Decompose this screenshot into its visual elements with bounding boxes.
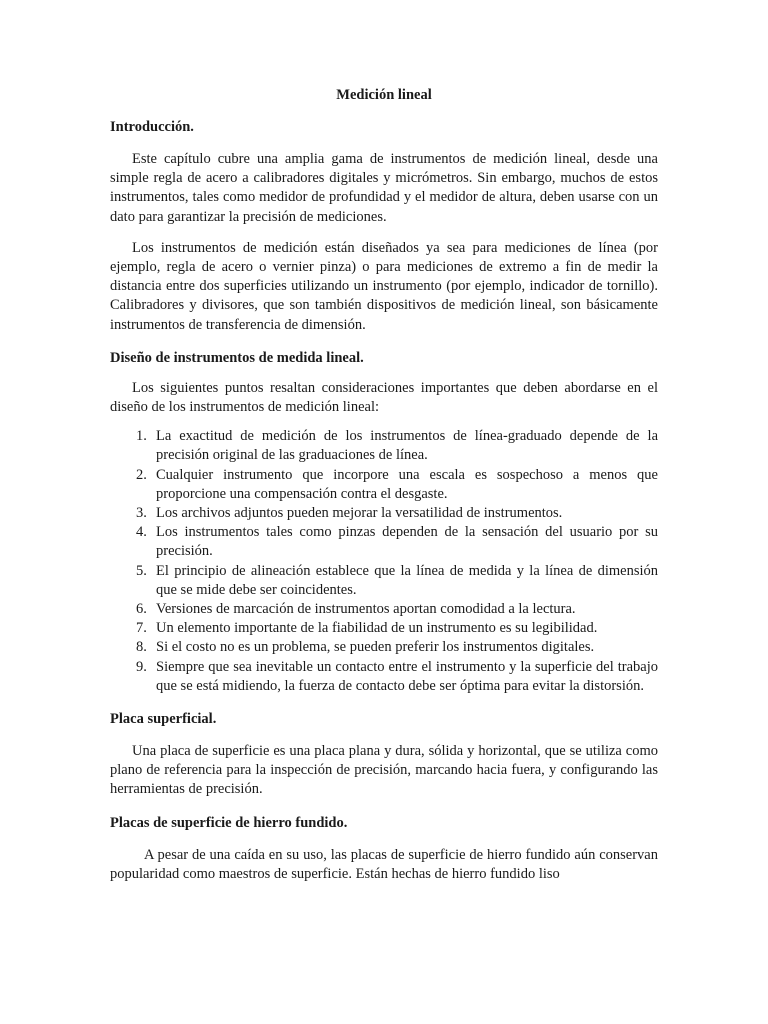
list-item-text: Los instrumentos tales como pinzas dependen de la sensación del usuario por su precisión. [156, 524, 658, 560]
paragraph-intro-2: Los instrumentos de medición están diseñados ya sea para mediciones de línea (por ejemplo, regla de acero o vernier pinza) o para mediciones de extremo a fin de medir la distancia entre dos superficies utilizando un instrumento (por ejemplo, indicador de tornillo). Calibradores y divisores, que son también dispositivos de medición lineal, son básicamente instrumentos de transferencia de dimensión. [110, 239, 658, 333]
list-item-number: 8. [136, 639, 147, 656]
list-item-text: Un elemento importante de la fiabilidad de un instrumento es su legibilidad. [156, 620, 598, 637]
list-item-number: 6. [136, 601, 147, 618]
list-item-number: 7. [136, 620, 147, 637]
list-item-number: 1. [136, 428, 147, 445]
heading-placa-superficial: Placa superficial. [110, 711, 217, 728]
paragraph-placa-1: Una placa de superficie es una placa plana y dura, sólida y horizontal, que se utiliza como plano de referencia para la inspección de precisión, marcando hacia fuera, y configurando las herramientas de precisión. [110, 743, 658, 798]
list-item-text: Si el costo no es un problema, se pueden preferir los instrumentos digitales. [156, 639, 595, 656]
list-item [110, 504, 658, 523]
list-item [110, 600, 658, 619]
list-item-number: 3. [136, 505, 147, 522]
list-item-number: 9. [136, 658, 147, 675]
list-item [110, 466, 658, 504]
list-item [110, 427, 658, 465]
page-title: Medición lineal [336, 87, 432, 103]
list-item-text: Siempre que sea inevitable un contacto entre el instrumento y la superficie del trabajo que se está midiendo, la fuerza de contacto debe ser óptima para evitar la distorsión. [156, 658, 658, 694]
list-item-number: 4. [136, 524, 147, 541]
list-item-text: El principio de alineación establece que la línea de medida y la línea de dimensión que se mide debe ser coincidentes. [156, 562, 658, 598]
list-item [110, 562, 658, 600]
list-item [110, 658, 658, 696]
heading-diseno: Diseño de instrumentos de medida lineal. [110, 349, 364, 366]
list-item [110, 638, 658, 657]
paragraph-diseno-1: Los siguientes puntos resaltan consideraciones importantes que deben abordarse en el diseño de los instrumentos de medición lineal: [110, 379, 658, 416]
paragraph-hierro-1: A pesar de una caída en su uso, las placas de superficie de hierro fundido aún conservan popularidad como maestros de superficie. Están hechas de hierro fundido liso [110, 846, 658, 882]
paragraph-intro-1: Este capítulo cubre una amplia gama de instrumentos de medición lineal, desde una simple regla de acero a calibradores digitales y micrómetros. Sin embargo, muchos de estos instrumentos, tales como medidor de profundidad y el medidor de altura, deben usarse con un dato para garantizar la precisión de mediciones. [110, 151, 658, 225]
list-item-text: Versiones de marcación de instrumentos aportan comodidad a la lectura. [156, 601, 576, 618]
design-list [110, 427, 658, 696]
list-item-text: Los archivos adjuntos pueden mejorar la versatilidad de instrumentos. [156, 505, 563, 522]
list-item-number: 5. [136, 562, 147, 579]
heading-hierro-fundido: Placas de superficie de hierro fundido. [110, 814, 348, 831]
list-item-text: La exactitud de medición de los instrumentos de línea-graduado depende de la precisión original de las graduaciones de línea. [156, 428, 658, 464]
heading-introduccion: Introducción. [110, 119, 194, 135]
list-item [110, 619, 658, 638]
list-item [110, 523, 658, 561]
list-item-text: Cualquier instrumento que incorpore una escala es sospechoso a menos que proporcione una compensación contra el desgaste. [156, 466, 658, 502]
list-item-number: 2. [136, 466, 147, 483]
